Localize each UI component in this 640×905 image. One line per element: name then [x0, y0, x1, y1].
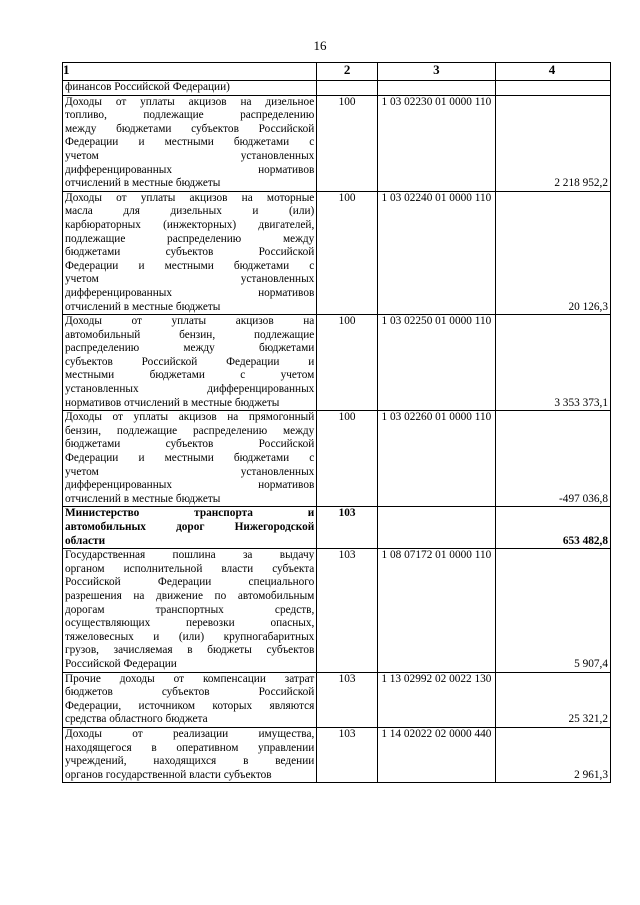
description-line: Государственная пошлина за выдачу: [65, 549, 315, 562]
description-line: распределению между бюджетами: [65, 342, 315, 355]
description-line: автомобильный бензин, подлежащие: [65, 328, 315, 341]
description-line: учреждений, находящихся в ведении: [65, 755, 315, 768]
row-budget-code: 1 03 02260 01 0000 110: [377, 411, 495, 507]
table-row: [63, 81, 611, 96]
description-line: органов государственной власти субъектов: [65, 768, 272, 781]
description-line: органом исполнительной власти субъекта: [65, 562, 315, 575]
description-line: находящегося в оперативном управлении: [65, 741, 315, 754]
row-budget-code: 1 13 02992 02 0022 130: [377, 672, 495, 727]
description-line: Доходы от уплаты акцизов на дизельное: [65, 95, 315, 108]
row-amount: 2 218 952,2: [495, 95, 610, 191]
description-line: отчислений в местные бюджеты: [65, 177, 221, 190]
description-line: грузов, зачисляемая в бюджеты субъектов: [65, 644, 315, 657]
row-description: [63, 81, 317, 96]
row-budget-code: 1 03 02250 01 0000 110: [377, 315, 495, 411]
header-col-3: 3: [377, 63, 495, 81]
table-row: [63, 507, 611, 549]
row-description: [63, 727, 317, 782]
row-description: [63, 549, 317, 672]
description-line: бюджетами субъектов Российской: [65, 246, 315, 259]
table-header-row: [63, 63, 611, 81]
row-amount: -497 036,8: [495, 411, 610, 507]
row-amount: 3 353 373,1: [495, 315, 610, 411]
description-line: топливо, подлежащие распределению: [65, 109, 315, 122]
header-col-1: 1: [63, 63, 317, 81]
description-line: области: [65, 534, 106, 547]
header-col-4: 4: [495, 63, 610, 81]
row-admin-code: 100: [317, 191, 378, 314]
description-line: Доходы от уплаты акцизов на: [65, 315, 315, 328]
row-admin-code: 100: [317, 411, 378, 507]
description-line: субъектов Российской Федерации и: [65, 355, 315, 368]
description-line: Российской Федерации специального: [65, 576, 315, 589]
row-amount: 20 126,3: [495, 191, 610, 314]
table-row: [63, 315, 611, 411]
description-line: нормативов отчислений в местные бюджеты: [65, 396, 280, 409]
description-line: Федерации и местными бюджетами с: [65, 259, 315, 272]
row-admin-code: 103: [317, 549, 378, 672]
description-line: автомобильных дорог Нижегородской: [65, 521, 315, 533]
row-budget-code: [377, 507, 495, 549]
description-line: учетом установленных: [65, 465, 315, 478]
row-description: [63, 672, 317, 727]
row-budget-code: 1 03 02230 01 0000 110: [377, 95, 495, 191]
row-description: [63, 507, 317, 549]
description-line: карбюраторных (инжекторных) двигателей,: [65, 218, 315, 231]
description-line: Федерации, источником которых являются: [65, 699, 315, 712]
description-line: Доходы от уплаты акцизов на моторные: [65, 191, 315, 204]
description-line: тяжеловесных и (или) крупногабаритных: [65, 630, 315, 643]
description-line: Российской Федерации: [65, 657, 177, 670]
row-description: [63, 95, 317, 191]
revenue-table: [62, 62, 611, 783]
row-amount: 653 482,8: [495, 507, 610, 549]
table-row: [63, 727, 611, 782]
description-line: финансов Российской Федерации): [65, 81, 230, 93]
table-row: [63, 191, 611, 314]
description-line: отчислений в местные бюджеты: [65, 300, 221, 313]
description-line: бюджетами субъектов Российской: [65, 438, 315, 451]
row-admin-code: [317, 81, 378, 96]
description-line: средства областного бюджета: [65, 713, 208, 726]
description-line: учетом установленных: [65, 149, 315, 162]
row-budget-code: 1 08 07172 01 0000 110: [377, 549, 495, 672]
description-line: подлежащие распределению между: [65, 232, 315, 245]
row-budget-code: 1 14 02022 02 0000 440: [377, 727, 495, 782]
table-row: [63, 672, 611, 727]
row-budget-code: [377, 81, 495, 96]
row-admin-code: 103: [317, 672, 378, 727]
description-line: учетом установленных: [65, 273, 315, 286]
description-line: дифференцированных нормативов: [65, 163, 315, 176]
description-line: Министерство транспорта и: [65, 507, 315, 520]
header-col-2: 2: [317, 63, 378, 81]
row-admin-code: 100: [317, 315, 378, 411]
row-description: [63, 411, 317, 507]
row-admin-code: 100: [317, 95, 378, 191]
description-line: Доходы от реализации имущества,: [65, 727, 315, 740]
description-line: Прочие доходы от компенсации затрат: [65, 672, 315, 685]
description-line: отчислений в местные бюджеты: [65, 492, 221, 505]
description-line: масла для дизельных и (или): [65, 205, 315, 218]
row-amount: 25 321,2: [495, 672, 610, 727]
description-line: установленных дифференцированных: [65, 383, 315, 396]
table-body: [63, 81, 611, 783]
description-line: бензин, подлежащие распределению между: [65, 424, 315, 437]
table-row: [63, 549, 611, 672]
row-budget-code: 1 03 02240 01 0000 110: [377, 191, 495, 314]
table-row: [63, 95, 611, 191]
description-line: местными бюджетами с учетом: [65, 369, 315, 382]
row-amount: 2 961,3: [495, 727, 610, 782]
description-line: разрешения на движение по автомобильным: [65, 589, 315, 602]
description-line: дорогам транспортных средств,: [65, 603, 315, 616]
description-line: Федерации и местными бюджетами с: [65, 136, 315, 149]
description-line: осуществляющих перевозки опасных,: [65, 617, 315, 630]
description-line: Доходы от уплаты акцизов на прямогонный: [65, 411, 315, 424]
page-number: 16: [313, 38, 327, 53]
row-amount: 5 907,4: [495, 549, 610, 672]
row-description: [63, 191, 317, 314]
description-line: бюджетов субъектов Российской: [65, 686, 315, 699]
table-row: [63, 411, 611, 507]
description-line: дифференцированных нормативов: [65, 479, 315, 492]
description-line: между бюджетами субъектов Российской: [65, 122, 315, 135]
row-admin-code: 103: [317, 507, 378, 549]
description-line: Федерации и местными бюджетами с: [65, 452, 315, 465]
row-amount: [495, 81, 610, 96]
description-line: дифференцированных нормативов: [65, 286, 315, 299]
row-description: [63, 315, 317, 411]
row-admin-code: 103: [317, 727, 378, 782]
